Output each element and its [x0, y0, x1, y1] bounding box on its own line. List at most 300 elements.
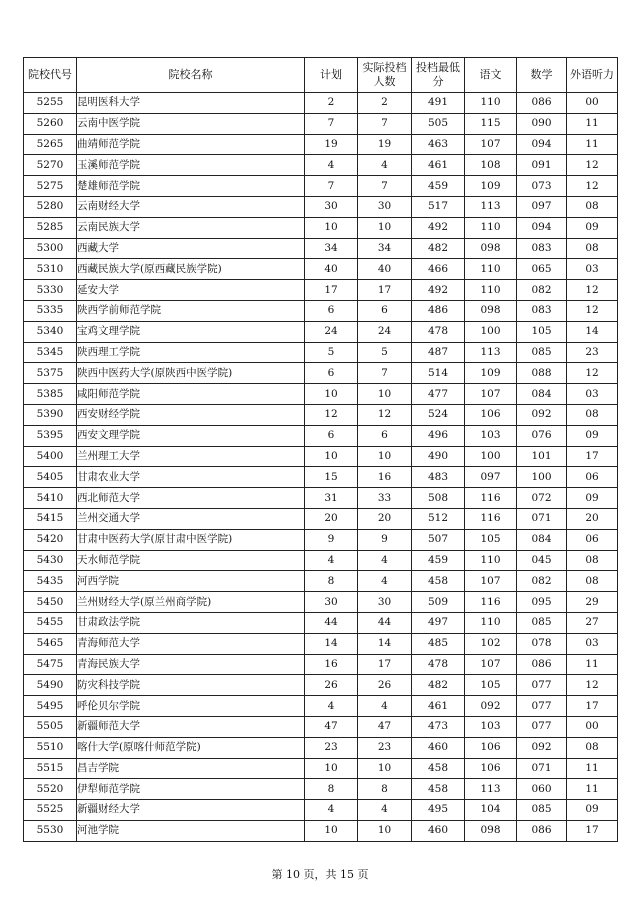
chinese-score-cell: 110 — [465, 550, 517, 571]
min-score-cell: 478 — [412, 654, 465, 675]
min-score-cell: 508 — [412, 488, 465, 509]
min-score-cell: 512 — [412, 508, 465, 529]
school-name-cell: 天水师范学院 — [77, 550, 305, 571]
math-score-cell: 084 — [517, 384, 567, 405]
math-score-cell: 077 — [517, 675, 567, 696]
chinese-score-cell: 113 — [465, 342, 517, 363]
plan-cell: 15 — [305, 467, 358, 488]
plan-cell: 30 — [305, 196, 358, 217]
table-row — [24, 446, 618, 467]
school-name-cell: 喀什大学(原喀什师范学院) — [77, 737, 305, 758]
school-code-cell: 5340 — [24, 321, 77, 342]
actual-count-cell: 10 — [358, 384, 412, 405]
school-code-cell: 5275 — [24, 176, 77, 197]
chinese-score-cell: 097 — [465, 467, 517, 488]
school-code-cell: 5435 — [24, 571, 77, 592]
school-code-cell: 5495 — [24, 696, 77, 717]
school-name-cell: 陕西理工学院 — [77, 342, 305, 363]
listening-score-cell: 08 — [567, 404, 618, 425]
table-header-row — [24, 58, 618, 93]
table-row — [24, 612, 618, 633]
math-score-cell: 082 — [517, 571, 567, 592]
listening-score-cell: 08 — [567, 196, 618, 217]
plan-cell: 5 — [305, 342, 358, 363]
chinese-score-cell: 103 — [465, 716, 517, 737]
min-score-cell: 458 — [412, 758, 465, 779]
plan-cell: 40 — [305, 259, 358, 280]
school-code-cell: 5450 — [24, 592, 77, 613]
actual-count-cell: 30 — [358, 196, 412, 217]
table-row — [24, 696, 618, 717]
chinese-score-cell: 107 — [465, 571, 517, 592]
table-row — [24, 800, 618, 821]
school-name-cell: 河池学院 — [77, 820, 305, 841]
plan-cell: 7 — [305, 176, 358, 197]
listening-score-cell: 11 — [567, 113, 618, 134]
listening-score-cell: 00 — [567, 716, 618, 737]
plan-cell: 12 — [305, 404, 358, 425]
math-score-cell: 085 — [517, 342, 567, 363]
school-code-cell: 5335 — [24, 300, 77, 321]
table-row — [24, 134, 618, 155]
chinese-score-cell: 109 — [465, 363, 517, 384]
table-row — [24, 550, 618, 571]
math-score-cell: 086 — [517, 93, 567, 114]
header-plan: 计划 — [305, 58, 358, 93]
school-name-cell: 西藏大学 — [77, 238, 305, 259]
min-score-cell: 495 — [412, 800, 465, 821]
listening-score-cell: 17 — [567, 446, 618, 467]
actual-count-cell: 17 — [358, 280, 412, 301]
chinese-score-cell: 100 — [465, 446, 517, 467]
actual-count-cell: 6 — [358, 425, 412, 446]
actual-count-cell: 24 — [358, 321, 412, 342]
min-score-cell: 486 — [412, 300, 465, 321]
math-score-cell: 071 — [517, 508, 567, 529]
plan-cell: 6 — [305, 363, 358, 384]
plan-cell: 10 — [305, 217, 358, 238]
actual-count-cell: 2 — [358, 93, 412, 114]
listening-score-cell: 12 — [567, 363, 618, 384]
school-code-cell: 5475 — [24, 654, 77, 675]
math-score-cell: 100 — [517, 467, 567, 488]
actual-count-cell: 14 — [358, 633, 412, 654]
school-code-cell: 5410 — [24, 488, 77, 509]
min-score-cell: 505 — [412, 113, 465, 134]
school-name-cell: 陕西学前师范学院 — [77, 300, 305, 321]
plan-cell: 19 — [305, 134, 358, 155]
school-name-cell: 河西学院 — [77, 571, 305, 592]
actual-count-cell: 10 — [358, 217, 412, 238]
plan-cell: 10 — [305, 820, 358, 841]
chinese-score-cell: 110 — [465, 217, 517, 238]
school-name-cell: 宝鸡文理学院 — [77, 321, 305, 342]
math-score-cell: 065 — [517, 259, 567, 280]
school-name-cell: 昌吉学院 — [77, 758, 305, 779]
header-code: 院校代号 — [24, 58, 77, 93]
table-row — [24, 300, 618, 321]
plan-cell: 14 — [305, 633, 358, 654]
table-row — [24, 425, 618, 446]
page-footer: 第 10 页，共 15 页 — [271, 868, 369, 881]
school-code-cell: 5405 — [24, 467, 77, 488]
chinese-score-cell: 115 — [465, 113, 517, 134]
listening-score-cell: 09 — [567, 488, 618, 509]
listening-score-cell: 00 — [567, 93, 618, 114]
listening-score-cell: 03 — [567, 384, 618, 405]
plan-cell: 6 — [305, 425, 358, 446]
school-code-cell: 5415 — [24, 508, 77, 529]
table-row — [24, 488, 618, 509]
actual-count-cell: 4 — [358, 155, 412, 176]
table-row — [24, 779, 618, 800]
chinese-score-cell: 104 — [465, 800, 517, 821]
math-score-cell: 083 — [517, 238, 567, 259]
listening-score-cell: 20 — [567, 508, 618, 529]
math-score-cell: 060 — [517, 779, 567, 800]
school-code-cell: 5285 — [24, 217, 77, 238]
min-score-cell: 460 — [412, 820, 465, 841]
table-body — [24, 93, 618, 842]
table-row — [24, 93, 618, 114]
listening-score-cell: 06 — [567, 529, 618, 550]
school-code-cell: 5525 — [24, 800, 77, 821]
table-row — [24, 592, 618, 613]
actual-count-cell: 7 — [358, 176, 412, 197]
table-row — [24, 529, 618, 550]
chinese-score-cell: 116 — [465, 508, 517, 529]
actual-count-cell: 40 — [358, 259, 412, 280]
plan-cell: 8 — [305, 571, 358, 592]
school-name-cell: 云南民族大学 — [77, 217, 305, 238]
actual-count-cell: 16 — [358, 467, 412, 488]
school-name-cell: 防灾科技学院 — [77, 675, 305, 696]
school-code-cell: 5505 — [24, 716, 77, 737]
min-score-cell: 482 — [412, 238, 465, 259]
school-name-cell: 新疆师范大学 — [77, 716, 305, 737]
chinese-score-cell: 092 — [465, 696, 517, 717]
math-score-cell: 094 — [517, 217, 567, 238]
school-code-cell: 5510 — [24, 737, 77, 758]
table-row — [24, 571, 618, 592]
min-score-cell: 491 — [412, 93, 465, 114]
min-score-cell: 485 — [412, 633, 465, 654]
school-name-cell: 昆明医科大学 — [77, 93, 305, 114]
school-code-cell: 5465 — [24, 633, 77, 654]
actual-count-cell: 30 — [358, 592, 412, 613]
school-name-cell: 玉溪师范学院 — [77, 155, 305, 176]
min-score-cell: 459 — [412, 550, 465, 571]
header-listening: 外语听力 — [567, 58, 618, 93]
plan-cell: 4 — [305, 550, 358, 571]
math-score-cell: 082 — [517, 280, 567, 301]
listening-score-cell: 12 — [567, 675, 618, 696]
min-score-cell: 477 — [412, 384, 465, 405]
table-row — [24, 217, 618, 238]
actual-count-cell: 6 — [358, 300, 412, 321]
school-name-cell: 西北师范大学 — [77, 488, 305, 509]
min-score-cell: 517 — [412, 196, 465, 217]
chinese-score-cell: 110 — [465, 612, 517, 633]
listening-score-cell: 14 — [567, 321, 618, 342]
admission-score-table — [23, 57, 618, 842]
listening-score-cell: 11 — [567, 654, 618, 675]
table-row — [24, 113, 618, 134]
school-name-cell: 西安财经学院 — [77, 404, 305, 425]
min-score-cell: 487 — [412, 342, 465, 363]
table-row — [24, 280, 618, 301]
math-score-cell: 077 — [517, 696, 567, 717]
plan-cell: 30 — [305, 592, 358, 613]
chinese-score-cell: 116 — [465, 488, 517, 509]
chinese-score-cell: 105 — [465, 529, 517, 550]
plan-cell: 44 — [305, 612, 358, 633]
math-score-cell: 097 — [517, 196, 567, 217]
school-name-cell: 云南财经大学 — [77, 196, 305, 217]
min-score-cell: 458 — [412, 779, 465, 800]
min-score-cell: 492 — [412, 217, 465, 238]
school-code-cell: 5270 — [24, 155, 77, 176]
school-code-cell: 5520 — [24, 779, 77, 800]
table-row — [24, 259, 618, 280]
listening-score-cell: 09 — [567, 217, 618, 238]
listening-score-cell: 12 — [567, 300, 618, 321]
school-name-cell: 楚雄师范学院 — [77, 176, 305, 197]
chinese-score-cell: 105 — [465, 675, 517, 696]
actual-count-cell: 17 — [358, 654, 412, 675]
min-score-cell: 483 — [412, 467, 465, 488]
min-score-cell: 514 — [412, 363, 465, 384]
math-score-cell: 091 — [517, 155, 567, 176]
table-row — [24, 508, 618, 529]
chinese-score-cell: 102 — [465, 633, 517, 654]
school-name-cell: 甘肃中医药大学(原甘肃中医学院) — [77, 529, 305, 550]
math-score-cell: 105 — [517, 321, 567, 342]
chinese-score-cell: 107 — [465, 654, 517, 675]
school-code-cell: 5430 — [24, 550, 77, 571]
plan-cell: 31 — [305, 488, 358, 509]
table-row — [24, 404, 618, 425]
chinese-score-cell: 103 — [465, 425, 517, 446]
school-code-cell: 5345 — [24, 342, 77, 363]
actual-count-cell: 26 — [358, 675, 412, 696]
table-row — [24, 820, 618, 841]
school-code-cell: 5455 — [24, 612, 77, 633]
listening-score-cell: 17 — [567, 820, 618, 841]
table-row — [24, 758, 618, 779]
listening-score-cell: 08 — [567, 238, 618, 259]
actual-count-cell: 10 — [358, 446, 412, 467]
school-name-cell: 云南中医学院 — [77, 113, 305, 134]
listening-score-cell: 17 — [567, 696, 618, 717]
table-row — [24, 321, 618, 342]
school-name-cell: 呼伦贝尔学院 — [77, 696, 305, 717]
math-score-cell: 085 — [517, 800, 567, 821]
min-score-cell: 497 — [412, 612, 465, 633]
chinese-score-cell: 098 — [465, 820, 517, 841]
chinese-score-cell: 098 — [465, 238, 517, 259]
actual-count-cell: 7 — [358, 363, 412, 384]
actual-count-cell: 4 — [358, 571, 412, 592]
actual-count-cell: 7 — [358, 113, 412, 134]
listening-score-cell: 23 — [567, 342, 618, 363]
school-code-cell: 5280 — [24, 196, 77, 217]
math-score-cell: 090 — [517, 113, 567, 134]
min-score-cell: 492 — [412, 280, 465, 301]
school-code-cell: 5310 — [24, 259, 77, 280]
math-score-cell: 072 — [517, 488, 567, 509]
plan-cell: 26 — [305, 675, 358, 696]
school-name-cell: 伊犁师范学院 — [77, 779, 305, 800]
plan-cell: 10 — [305, 758, 358, 779]
school-name-cell: 兰州交通大学 — [77, 508, 305, 529]
school-code-cell: 5530 — [24, 820, 77, 841]
actual-count-cell: 4 — [358, 800, 412, 821]
listening-score-cell: 09 — [567, 425, 618, 446]
header-actual: 实际投档人数 — [358, 58, 412, 93]
school-code-cell: 5265 — [24, 134, 77, 155]
school-name-cell: 兰州理工大学 — [77, 446, 305, 467]
listening-score-cell: 12 — [567, 155, 618, 176]
min-score-cell: 460 — [412, 737, 465, 758]
actual-count-cell: 20 — [358, 508, 412, 529]
table-row — [24, 238, 618, 259]
chinese-score-cell: 107 — [465, 384, 517, 405]
chinese-score-cell: 107 — [465, 134, 517, 155]
listening-score-cell: 11 — [567, 758, 618, 779]
plan-cell: 9 — [305, 529, 358, 550]
header-chinese: 语文 — [465, 58, 517, 93]
listening-score-cell: 03 — [567, 259, 618, 280]
school-code-cell: 5490 — [24, 675, 77, 696]
plan-cell: 23 — [305, 737, 358, 758]
min-score-cell: 490 — [412, 446, 465, 467]
plan-cell: 8 — [305, 779, 358, 800]
table-row — [24, 716, 618, 737]
chinese-score-cell: 113 — [465, 196, 517, 217]
chinese-score-cell: 106 — [465, 404, 517, 425]
plan-cell: 4 — [305, 696, 358, 717]
actual-count-cell: 23 — [358, 737, 412, 758]
actual-count-cell: 10 — [358, 758, 412, 779]
min-score-cell: 473 — [412, 716, 465, 737]
listening-score-cell: 09 — [567, 800, 618, 821]
chinese-score-cell: 113 — [465, 779, 517, 800]
header-min-score: 投档最低分 — [412, 58, 465, 93]
actual-count-cell: 33 — [358, 488, 412, 509]
min-score-cell: 496 — [412, 425, 465, 446]
math-score-cell: 076 — [517, 425, 567, 446]
actual-count-cell: 12 — [358, 404, 412, 425]
actual-count-cell: 34 — [358, 238, 412, 259]
math-score-cell: 101 — [517, 446, 567, 467]
min-score-cell: 463 — [412, 134, 465, 155]
school-name-cell: 青海民族大学 — [77, 654, 305, 675]
plan-cell: 16 — [305, 654, 358, 675]
chinese-score-cell: 108 — [465, 155, 517, 176]
school-name-cell: 西安文理学院 — [77, 425, 305, 446]
min-score-cell: 482 — [412, 675, 465, 696]
min-score-cell: 466 — [412, 259, 465, 280]
math-score-cell: 095 — [517, 592, 567, 613]
school-name-cell: 甘肃政法学院 — [77, 612, 305, 633]
plan-cell: 7 — [305, 113, 358, 134]
min-score-cell: 509 — [412, 592, 465, 613]
math-score-cell: 092 — [517, 404, 567, 425]
school-code-cell: 5390 — [24, 404, 77, 425]
plan-cell: 17 — [305, 280, 358, 301]
math-score-cell: 045 — [517, 550, 567, 571]
chinese-score-cell: 110 — [465, 259, 517, 280]
plan-cell: 24 — [305, 321, 358, 342]
table-row — [24, 176, 618, 197]
math-score-cell: 088 — [517, 363, 567, 384]
school-name-cell: 青海师范大学 — [77, 633, 305, 654]
min-score-cell: 459 — [412, 176, 465, 197]
math-score-cell: 071 — [517, 758, 567, 779]
actual-count-cell: 19 — [358, 134, 412, 155]
school-name-cell: 曲靖师范学院 — [77, 134, 305, 155]
listening-score-cell: 08 — [567, 737, 618, 758]
school-code-cell: 5300 — [24, 238, 77, 259]
table-row — [24, 196, 618, 217]
actual-count-cell: 9 — [358, 529, 412, 550]
school-name-cell: 兰州财经大学(原兰州商学院) — [77, 592, 305, 613]
math-score-cell: 085 — [517, 612, 567, 633]
header-name: 院校名称 — [77, 58, 305, 93]
chinese-score-cell: 109 — [465, 176, 517, 197]
school-name-cell: 咸阳师范学院 — [77, 384, 305, 405]
actual-count-cell: 5 — [358, 342, 412, 363]
plan-cell: 4 — [305, 800, 358, 821]
min-score-cell: 458 — [412, 571, 465, 592]
min-score-cell: 507 — [412, 529, 465, 550]
plan-cell: 10 — [305, 384, 358, 405]
table-row — [24, 342, 618, 363]
table-row — [24, 384, 618, 405]
chinese-score-cell: 116 — [465, 592, 517, 613]
school-name-cell: 陕西中医药大学(原陕西中医学院) — [77, 363, 305, 384]
min-score-cell: 461 — [412, 155, 465, 176]
school-code-cell: 5400 — [24, 446, 77, 467]
table-row — [24, 633, 618, 654]
table-row — [24, 737, 618, 758]
school-code-cell: 5375 — [24, 363, 77, 384]
math-score-cell: 094 — [517, 134, 567, 155]
actual-count-cell: 4 — [358, 696, 412, 717]
listening-score-cell: 29 — [567, 592, 618, 613]
chinese-score-cell: 110 — [465, 280, 517, 301]
school-code-cell: 5260 — [24, 113, 77, 134]
math-score-cell: 084 — [517, 529, 567, 550]
plan-cell: 10 — [305, 446, 358, 467]
table-row — [24, 675, 618, 696]
listening-score-cell: 12 — [567, 280, 618, 301]
table-row — [24, 155, 618, 176]
table-row — [24, 467, 618, 488]
listening-score-cell: 12 — [567, 176, 618, 197]
school-code-cell: 5395 — [24, 425, 77, 446]
school-code-cell: 5420 — [24, 529, 77, 550]
actual-count-cell: 44 — [358, 612, 412, 633]
actual-count-cell: 10 — [358, 820, 412, 841]
school-name-cell: 新疆财经大学 — [77, 800, 305, 821]
listening-score-cell: 11 — [567, 134, 618, 155]
school-name-cell: 甘肃农业大学 — [77, 467, 305, 488]
school-code-cell: 5255 — [24, 93, 77, 114]
listening-score-cell: 11 — [567, 779, 618, 800]
math-score-cell: 086 — [517, 820, 567, 841]
